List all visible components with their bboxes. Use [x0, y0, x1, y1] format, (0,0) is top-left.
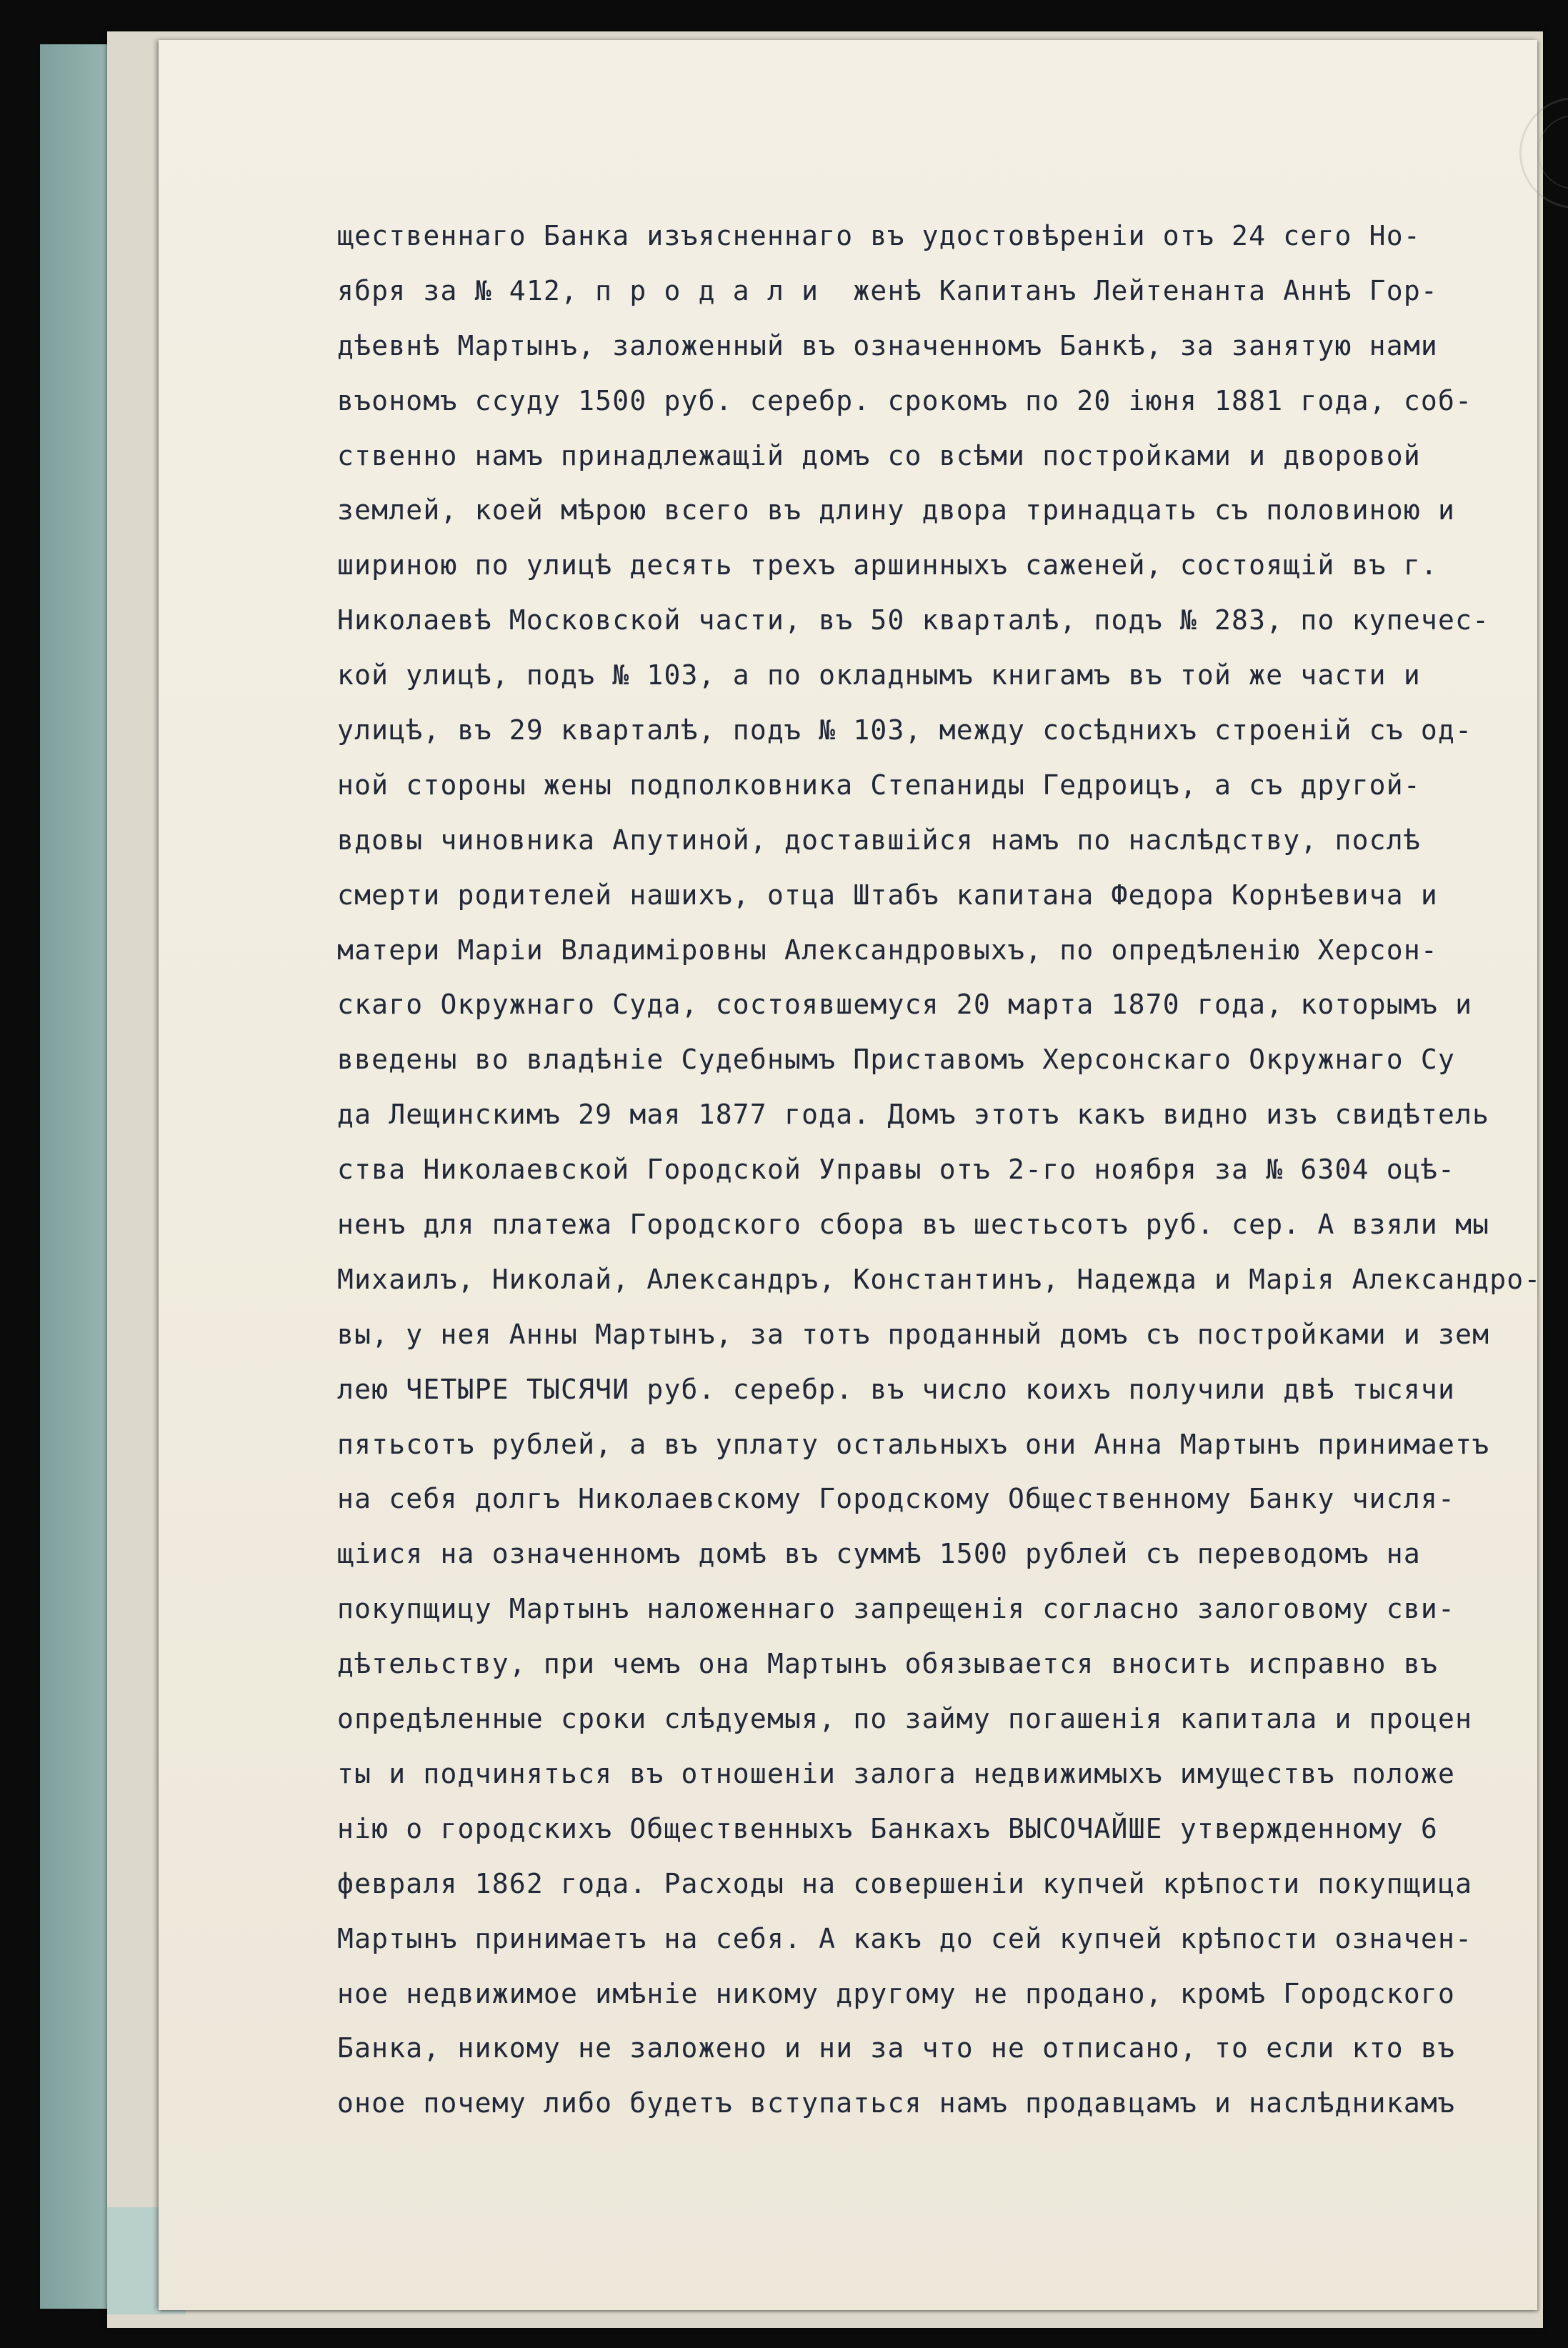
text-line: смерти родителей нашихъ, отца Штабъ капитана Федора Корнѣевича и	[337, 879, 1438, 911]
text-line: Николаевѣ Московской части, въ 50 кварталѣ, подъ № 283, по купечес-	[337, 604, 1490, 636]
text-line: да Лещинскимъ 29 мая 1877 года. Домъ этотъ какъ видно изъ свидѣтель	[337, 1099, 1490, 1131]
text-line: Мартынъ принимаетъ на себя. А какъ до сей купчей крѣпости означен-	[337, 1922, 1473, 1954]
text-line: щественнаго Банка изъясненнаго въ удостовѣреніи отъ 24 сего Но-	[337, 220, 1421, 251]
text-line: матери Маріи Владиміровны Александровыхъ, по опредѣленію Херсон-	[337, 934, 1438, 966]
text-line: дѣтельству, при чемъ она Мартынъ обязывается вносить исправно въ	[337, 1648, 1438, 1680]
text-line: шириною по улицѣ десять трехъ аршинныхъ саженей, состоящій въ г.	[337, 549, 1438, 581]
text-line: ной стороны жены подполковника Степаниды Гедроицъ, а съ другой-	[337, 769, 1421, 801]
text-line: введены во владѣніе Судебнымъ Приставомъ Херсонскаго Окружнаго Су	[337, 1044, 1456, 1076]
text-line: лею ЧЕТЫРЕ ТЫСЯЧИ руб. серебр. въ число коихъ получили двѣ тысячи	[337, 1373, 1456, 1405]
text-line: ное недвижимое имѣніе никому другому не продано, кромѣ Городского	[337, 1977, 1456, 2009]
text-line: землей, коей мѣрою всего въ длину двора тринадцать съ половиною и	[337, 494, 1456, 526]
text-line: кой улицѣ, подъ № 103, а по окладнымъ книгамъ въ той же части и	[337, 659, 1421, 691]
text-line: Михаилъ, Николай, Александръ, Константинъ, Надежда и Марія Александро-	[337, 1263, 1542, 1295]
text-line: оное почему либо будетъ вступаться намъ продавцамъ и наслѣдникамъ	[337, 2087, 1456, 2119]
text-line: ственно намъ принадлежащій домъ со всѣми постройками и дворовой	[337, 439, 1421, 471]
text-line: ты и подчиняться въ отношеніи залога недвижимыхъ имуществъ положе	[337, 1757, 1456, 1789]
archive-stamp	[1519, 97, 1568, 209]
text-line: дѣевнѣ Мартынъ, заложенный въ означенномъ Банкѣ, за занятую нами	[337, 329, 1438, 361]
text-line: вдовы чиновника Апутиной, доставшійся намъ по наслѣдству, послѣ	[337, 824, 1421, 856]
text-line: ненъ для платежа Городского сбора въ шестьсотъ руб. сер. А взяли мы	[337, 1209, 1490, 1241]
text-line: скаго Окружнаго Суда, состоявшемуся 20 марта 1870 года, которымъ и	[337, 989, 1473, 1021]
text-line: пятьсотъ рублей, а въ уплату остальныхъ они Анна Мартынъ принимаетъ	[337, 1428, 1490, 1460]
text-line: на себя долгъ Николаевскому Городскому Общественному Банку числя-	[337, 1483, 1456, 1515]
typed-text	[337, 209, 1542, 2131]
text-line: покупщицу Мартынъ наложеннаго запрещенія согласно залоговому сви-	[337, 1593, 1456, 1625]
text-line: нію о городскихъ Общественныхъ Банкахъ ВЫСОЧАЙШЕ утвержденному 6	[337, 1812, 1438, 1844]
text-line: въономъ ссуду 1500 руб. серебр. срокомъ по 20 іюня 1881 года, соб-	[337, 384, 1473, 416]
text-line: февраля 1862 года. Расходы на совершеніи купчей крѣпости покупщица	[337, 1867, 1473, 1899]
text-line: опредѣленные сроки слѣдуемыя, по займу погашенія капитала и процен	[337, 1703, 1473, 1735]
text-line: ства Николаевской Городской Управы отъ 2-го ноября за № 6304 оцѣ-	[337, 1154, 1456, 1186]
text-line: щіися на означенномъ домѣ въ суммѣ 1500 рублей съ переводомъ на	[337, 1538, 1421, 1570]
text-line: Банка, никому не заложено и ни за что не отписано, то если кто въ	[337, 2032, 1456, 2064]
text-line: вы, у нея Анны Мартынъ, за тотъ проданный домъ съ постройками и зем	[337, 1318, 1490, 1350]
text-line: ября за № 412, п р о д а л и женѣ Капитанъ Лейтенанта Аннѣ Гор-	[337, 274, 1438, 306]
text-line: улицѣ, въ 29 кварталѣ, подъ № 103, между сосѣднихъ строеній съ од-	[337, 714, 1473, 746]
